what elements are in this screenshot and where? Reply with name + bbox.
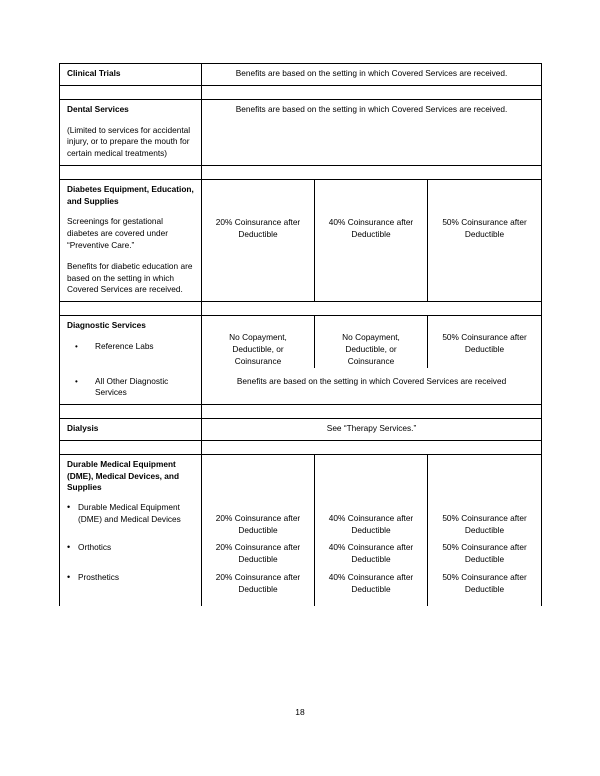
spacer-cell <box>60 405 202 419</box>
list-item <box>67 376 196 400</box>
benefit-value: 20% Coinsurance after Deductible <box>215 512 301 535</box>
bullet-icon: • <box>67 542 71 553</box>
service-name: Diabetes Equipment, Education, and Supplies <box>67 183 194 206</box>
service-note-screenings: Screenings for gestational diabetes are covered under “Preventive Care.” <box>67 216 169 251</box>
benefit-value: 20% Coinsurance after Deductible <box>215 216 301 239</box>
benefit-cell-tier1 <box>202 454 315 536</box>
benefit-value: 50% Coinsurance after Deductible <box>442 216 527 239</box>
list-item <box>67 341 196 353</box>
table-row <box>60 368 542 405</box>
benefit-value: 40% Coinsurance after Deductible <box>328 216 414 239</box>
service-name: Durable Medical Equipment (DME), Medical Devices, and Supplies <box>67 458 180 493</box>
table-row <box>60 99 542 165</box>
benefit-cell-tier2 <box>315 179 428 301</box>
benefit-value: 50% Coinsurance after Deductible <box>442 332 527 354</box>
table-row <box>60 566 542 606</box>
table-row <box>60 64 542 86</box>
table-row <box>60 316 542 368</box>
spacer-row <box>60 165 542 179</box>
service-cell-dialysis <box>60 419 202 441</box>
service-cell-dme-prosthetics <box>60 566 202 606</box>
benefit-value: 50% Coinsurance after Deductible <box>442 571 527 594</box>
service-cell-diabetes-equipment <box>60 179 202 301</box>
benefit-value: 50% Coinsurance after Deductible <box>442 542 527 565</box>
service-cell-dme <box>60 454 202 536</box>
benefit-cell-tier2 <box>315 566 428 606</box>
benefit-value: No Copayment, Deductible, or Coinsurance <box>342 332 400 366</box>
table-row <box>60 419 542 441</box>
benefit-cell-tier1 <box>202 316 315 368</box>
table-row <box>60 454 542 536</box>
table-row <box>60 536 542 566</box>
benefit-cell-tier3 <box>428 536 542 566</box>
benefit-span-cell-clinical-trials <box>202 64 542 86</box>
benefit-cell-tier3 <box>428 454 542 536</box>
benefit-span-text: Benefits are based on the setting in which Covered Services are received. <box>235 103 508 114</box>
bullet-icon: • <box>67 571 71 582</box>
list-item-label: Prosthetics <box>78 571 120 582</box>
benefit-value: 20% Coinsurance after Deductible <box>215 542 301 565</box>
service-name: Dialysis <box>67 423 99 434</box>
benefit-value: 40% Coinsurance after Deductible <box>328 512 414 535</box>
bullet-icon: • <box>75 341 78 351</box>
list-item-label: Orthotics <box>78 542 112 553</box>
service-note-education: Benefits for diabetic education are based on the setting in which Covered Services are received. <box>67 260 193 295</box>
benefit-span-text: Benefits are based on the setting in which Covered Services are received <box>236 375 507 386</box>
spacer-row <box>60 405 542 419</box>
service-cell-diagnostic-services <box>60 316 202 368</box>
benefit-value: 40% Coinsurance after Deductible <box>328 571 414 594</box>
spacer-cell <box>60 302 202 316</box>
benefit-cell-tier3 <box>428 316 542 368</box>
spacer-cell <box>60 85 202 99</box>
spacer-cell <box>202 85 542 99</box>
benefit-span-cell-diagnostic-other <box>202 368 542 405</box>
spacer-cell <box>60 440 202 454</box>
benefit-span-text: See “Therapy Services.” <box>326 423 417 434</box>
list-item-label: Reference Labs <box>95 340 154 351</box>
service-cell-dental-services <box>60 99 202 165</box>
bullet-icon: • <box>75 376 78 386</box>
service-name: Diagnostic Services <box>67 320 146 331</box>
benefit-cell-tier1 <box>202 536 315 566</box>
benefit-cell-tier2 <box>315 316 428 368</box>
benefits-table <box>59 63 542 606</box>
spacer-cell <box>202 405 542 419</box>
service-note: (Limited to services for accidental injury, or to prepare the mouth for certain medical treatments) <box>67 124 191 159</box>
benefit-span-text: Benefits are based on the setting in which Covered Services are received. <box>235 68 508 78</box>
benefit-value: 40% Coinsurance after Deductible <box>328 542 414 565</box>
spacer-cell <box>202 165 542 179</box>
list-item-label: All Other Diagnostic Services <box>95 375 169 398</box>
spacer-cell <box>202 302 542 316</box>
service-cell-diagnostic-other <box>60 368 202 405</box>
service-cell-dme-orthotics <box>60 536 202 566</box>
spacer-row <box>60 302 542 316</box>
list-item-label: Durable Medical Equipment (DME) and Medical Devices <box>78 502 181 524</box>
benefit-cell-tier1 <box>202 566 315 606</box>
benefit-value: No Copayment, Deductible, or Coinsurance <box>229 332 287 366</box>
service-cell-clinical-trials <box>60 64 202 86</box>
service-name: Dental Services <box>67 103 129 114</box>
benefit-cell-tier3 <box>428 179 542 301</box>
benefit-cell-tier3 <box>428 566 542 606</box>
page-number: 18 <box>295 707 305 717</box>
benefit-cell-tier2 <box>315 454 428 536</box>
spacer-row <box>60 440 542 454</box>
spacer-cell <box>60 165 202 179</box>
spacer-cell <box>202 440 542 454</box>
benefit-cell-tier1 <box>202 179 315 301</box>
benefit-cell-tier2 <box>315 536 428 566</box>
benefit-value: 20% Coinsurance after Deductible <box>215 571 301 594</box>
spacer-row <box>60 85 542 99</box>
bullet-icon: • <box>67 502 71 513</box>
list-item <box>67 502 196 526</box>
benefit-span-cell-dental-services <box>202 99 542 165</box>
benefit-span-cell-dialysis <box>202 419 542 441</box>
benefit-value: 50% Coinsurance after Deductible <box>442 512 527 535</box>
service-name: Clinical Trials <box>67 68 121 78</box>
table-row <box>60 179 542 301</box>
list-item <box>67 572 196 584</box>
list-item <box>67 542 196 554</box>
